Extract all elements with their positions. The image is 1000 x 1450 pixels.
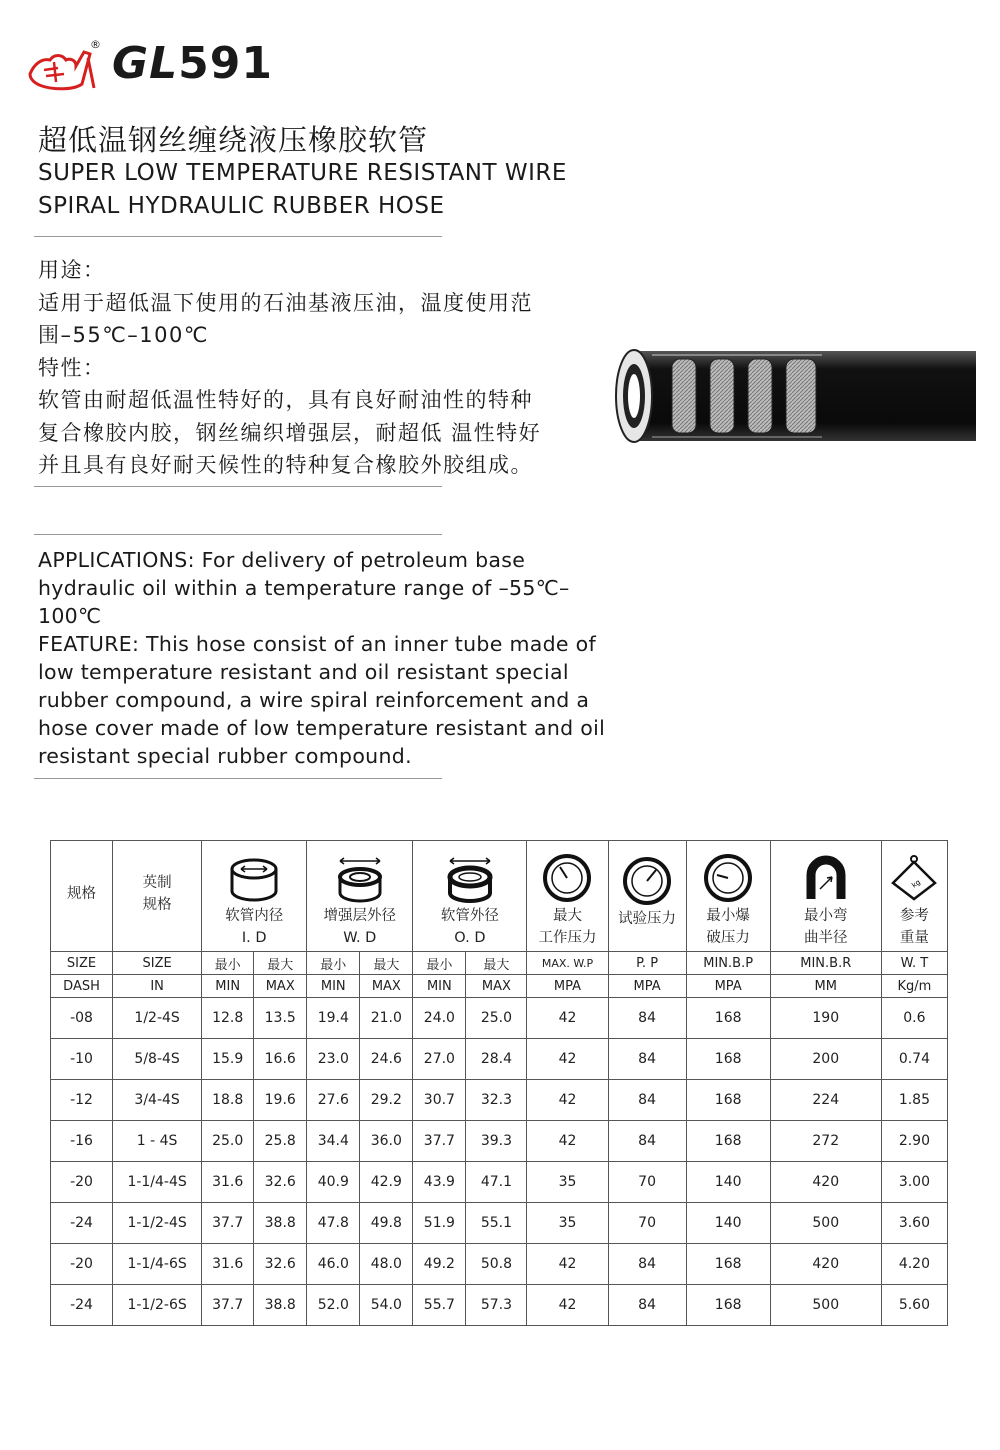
table-cell: 27.6 [307, 1080, 360, 1121]
wd-header: 增强层外径 W. D [307, 841, 413, 952]
outer-diameter-icon [445, 857, 495, 903]
table-cell: 25.0 [202, 1121, 254, 1162]
header-cell: MIN [413, 975, 466, 998]
header-cell: MIN [307, 975, 360, 998]
feature-heading: 特性： [38, 355, 106, 380]
divider [34, 486, 442, 487]
table-cell: 84 [608, 1244, 686, 1285]
wp-header: 最大 工作压力 [527, 841, 608, 952]
feature-text: 复合橡胶内胶，钢丝编织增强层，耐超低 温性特好 [38, 420, 542, 445]
table-cell: 49.2 [413, 1244, 466, 1285]
table-cell: 3.60 [881, 1203, 947, 1244]
table-cell: 50.8 [466, 1244, 527, 1285]
table-cell: 21.0 [360, 998, 413, 1039]
table-cell: 190 [770, 998, 881, 1039]
table-cell: 38.8 [254, 1285, 307, 1326]
table-cell: 19.6 [254, 1080, 307, 1121]
title-english-line: SPIRAL HYDRAULIC RUBBER HOSE [38, 193, 445, 219]
table-cell: 31.6 [202, 1162, 254, 1203]
header-cell: MIN [202, 975, 254, 998]
size-header: 规格 [51, 841, 113, 952]
table-cell: 23.0 [307, 1039, 360, 1080]
table-cell: 84 [608, 1080, 686, 1121]
table-cell: 420 [770, 1162, 881, 1203]
table-cell: 27.0 [413, 1039, 466, 1080]
table-cell: 224 [770, 1080, 881, 1121]
br-header: 最小弯 曲半径 [770, 841, 881, 952]
table-cell: 200 [770, 1039, 881, 1080]
divider [34, 534, 442, 535]
table-cell: -16 [51, 1121, 113, 1162]
table-cell: 32.6 [254, 1244, 307, 1285]
header-cell: MPA [527, 975, 608, 998]
applications-text: APPLICATIONS: For delivery of petroleum base [38, 548, 526, 572]
table-cell: 1 - 4S [113, 1121, 202, 1162]
title-english [38, 157, 567, 223]
table-cell: 1-1/4-4S [113, 1162, 202, 1203]
header-cell: W. T [881, 952, 947, 975]
header-cell: SIZE [51, 952, 113, 975]
header-cell: 最大 [466, 952, 527, 975]
table-row [51, 998, 948, 1039]
header-cell: MAX. W.P [527, 952, 608, 975]
title-chinese: 超低温钢丝缠绕液压橡胶软管 [38, 123, 429, 157]
header-cell: 最小 [202, 952, 254, 975]
title-english-line: SUPER LOW TEMPERATURE RESISTANT WIRE [38, 160, 567, 186]
table-row [51, 1039, 948, 1080]
table-cell: -20 [51, 1244, 113, 1285]
table-cell: 1.85 [881, 1080, 947, 1121]
table-cell: 1-1/2-4S [113, 1203, 202, 1244]
table-cell: -10 [51, 1039, 113, 1080]
table-cell: 38.8 [254, 1203, 307, 1244]
spec-table [50, 840, 948, 1326]
feature-text: low temperature resistant and oil resistant special [38, 660, 569, 684]
table-cell: 42 [527, 1285, 608, 1326]
table-cell: 55.7 [413, 1285, 466, 1326]
header-cell: MPA [608, 975, 686, 998]
table-cell: 24.0 [413, 998, 466, 1039]
table-cell: 35 [527, 1162, 608, 1203]
header-cell: MM [770, 975, 881, 998]
header-cell: DASH [51, 975, 113, 998]
model-digits: 591 [178, 38, 274, 89]
table-cell: 0.6 [881, 998, 947, 1039]
table-cell: 500 [770, 1285, 881, 1326]
table-cell: 37.7 [202, 1285, 254, 1326]
table-cell: -12 [51, 1080, 113, 1121]
table-cell: 51.9 [413, 1203, 466, 1244]
header-cell: MAX [360, 975, 413, 998]
table-cell: 18.8 [202, 1080, 254, 1121]
table-cell: 500 [770, 1203, 881, 1244]
header-row-size [51, 952, 948, 975]
feature-text: rubber compound, a wire spiral reinforcement and a [38, 688, 590, 712]
table-row [51, 1080, 948, 1121]
table-cell: 84 [608, 1285, 686, 1326]
table-cell: 168 [686, 1039, 770, 1080]
inner-diameter-icon [229, 857, 279, 903]
table-cell: 55.1 [466, 1203, 527, 1244]
svg-text:kg: kg [910, 878, 923, 890]
od-header: 软管外径 O. D [413, 841, 527, 952]
table-cell: 84 [608, 998, 686, 1039]
table-cell: 272 [770, 1121, 881, 1162]
pressure-gauge-icon [542, 853, 592, 903]
bp-header: 最小爆 破压力 [686, 841, 770, 952]
table-cell: 4.20 [881, 1244, 947, 1285]
table-cell: 46.0 [307, 1244, 360, 1285]
header-cell: 最小 [307, 952, 360, 975]
table-cell: 28.4 [466, 1039, 527, 1080]
table-cell: -24 [51, 1203, 113, 1244]
table-cell: 32.6 [254, 1162, 307, 1203]
table-cell: 13.5 [254, 998, 307, 1039]
table-cell: 42 [527, 1244, 608, 1285]
table-cell: 31.6 [202, 1244, 254, 1285]
usage-text: 围–55℃–100℃ [38, 323, 209, 347]
model-prefix: GL [112, 38, 179, 89]
feature-text: FEATURE: This hose consist of an inner tube made of [38, 632, 596, 656]
table-row [51, 1121, 948, 1162]
applications-text: 100℃ [38, 604, 102, 628]
header-cell: IN [113, 975, 202, 998]
table-cell: 42.9 [360, 1162, 413, 1203]
header-cell: MAX [254, 975, 307, 998]
table-cell: 47.1 [466, 1162, 527, 1203]
usage-heading: 用途： [38, 258, 106, 282]
table-cell: 47.8 [307, 1203, 360, 1244]
header-cell: 最大 [360, 952, 413, 975]
feature-text: 并且具有良好耐天候性的特种复合橡胶外胶组成。 [38, 453, 533, 477]
table-row [51, 1162, 948, 1203]
header-row-cn [51, 841, 948, 952]
table-cell: 36.0 [360, 1121, 413, 1162]
table-cell: 5.60 [881, 1285, 947, 1326]
table-cell: 37.7 [202, 1203, 254, 1244]
table-cell: 42 [527, 1039, 608, 1080]
table-cell: 15.9 [202, 1039, 254, 1080]
table-cell: 168 [686, 1080, 770, 1121]
table-cell: 140 [686, 1203, 770, 1244]
hose-cutaway-icon [612, 345, 976, 445]
divider [34, 236, 442, 237]
table-cell: 5/8-4S [113, 1039, 202, 1080]
bend-radius-icon [801, 853, 851, 903]
table-cell: 43.9 [413, 1162, 466, 1203]
table-cell: -24 [51, 1285, 113, 1326]
header-cell: Kg/m [881, 975, 947, 998]
pressure-gauge-icon [622, 856, 672, 906]
table-cell: 34.4 [307, 1121, 360, 1162]
table-cell: 52.0 [307, 1285, 360, 1326]
usage-text: 适用于超低温下使用的石油基液压油，温度使用范 [38, 290, 533, 315]
table-cell: 29.2 [360, 1080, 413, 1121]
table-cell: -20 [51, 1162, 113, 1203]
english-description [38, 546, 618, 770]
feature-text: resistant special rubber compound. [38, 744, 412, 768]
table-cell: 30.7 [413, 1080, 466, 1121]
table-cell: 140 [686, 1162, 770, 1203]
model-number [112, 38, 273, 89]
table-cell: 35 [527, 1203, 608, 1244]
table-cell: 19.4 [307, 998, 360, 1039]
header-row-units [51, 975, 948, 998]
wt-header: kg 参考 重量 [881, 841, 947, 952]
in-size-header: 英制 规格 [113, 841, 202, 952]
header-cell: MIN.B.R [770, 952, 881, 975]
table-cell: 42 [527, 1121, 608, 1162]
header-cell: 最小 [413, 952, 466, 975]
table-cell: 2.90 [881, 1121, 947, 1162]
table-cell: 42 [527, 1080, 608, 1121]
feature-text: hose cover made of low temperature resistant and oil [38, 716, 606, 740]
table-cell: 25.8 [254, 1121, 307, 1162]
applications-text: hydraulic oil within a temperature range of –55℃– [38, 576, 570, 600]
feature-text: 软管由耐超低温性特好的，具有良好耐油性的特种 [38, 388, 533, 412]
table-cell: 70 [608, 1203, 686, 1244]
table-cell: 16.6 [254, 1039, 307, 1080]
table-cell: 84 [608, 1039, 686, 1080]
chinese-description [38, 254, 613, 482]
table-cell: 84 [608, 1121, 686, 1162]
header-cell: MPA [686, 975, 770, 998]
table-cell: -08 [51, 998, 113, 1039]
table-cell: 1-1/4-6S [113, 1244, 202, 1285]
pressure-gauge-icon [703, 853, 753, 903]
header-cell: P. P [608, 952, 686, 975]
registered-mark: ® [90, 38, 101, 51]
table-cell: 0.74 [881, 1039, 947, 1080]
table-cell: 70 [608, 1162, 686, 1203]
table-row [51, 1203, 948, 1244]
table-cell: 168 [686, 1244, 770, 1285]
table-cell: 3/4-4S [113, 1080, 202, 1121]
table-cell: 49.8 [360, 1203, 413, 1244]
table-cell: 12.8 [202, 998, 254, 1039]
table-cell: 40.9 [307, 1162, 360, 1203]
pp-header: 试验压力 [608, 841, 686, 952]
table-cell: 42 [527, 998, 608, 1039]
brand-logo-icon [24, 44, 104, 94]
table-cell: 3.00 [881, 1162, 947, 1203]
weight-icon [889, 853, 939, 903]
header-cell: MAX [466, 975, 527, 998]
table-cell: 32.3 [466, 1080, 527, 1121]
table-cell: 39.3 [466, 1121, 527, 1162]
divider [34, 778, 442, 779]
table-cell: 168 [686, 998, 770, 1039]
table-cell: 1/2-4S [113, 998, 202, 1039]
table-row [51, 1285, 948, 1326]
table-cell: 168 [686, 1121, 770, 1162]
id-header: 软管内径 I. D [202, 841, 307, 952]
table-cell: 24.6 [360, 1039, 413, 1080]
table-cell: 37.7 [413, 1121, 466, 1162]
wire-diameter-icon [335, 857, 385, 903]
table-cell: 25.0 [466, 998, 527, 1039]
table-cell: 168 [686, 1285, 770, 1326]
header-cell: SIZE [113, 952, 202, 975]
table-cell: 57.3 [466, 1285, 527, 1326]
table-cell: 1-1/2-6S [113, 1285, 202, 1326]
table-row [51, 1244, 948, 1285]
header-cell: 最大 [254, 952, 307, 975]
table-cell: 54.0 [360, 1285, 413, 1326]
table-cell: 48.0 [360, 1244, 413, 1285]
header-cell: MIN.B.P [686, 952, 770, 975]
table-cell: 420 [770, 1244, 881, 1285]
